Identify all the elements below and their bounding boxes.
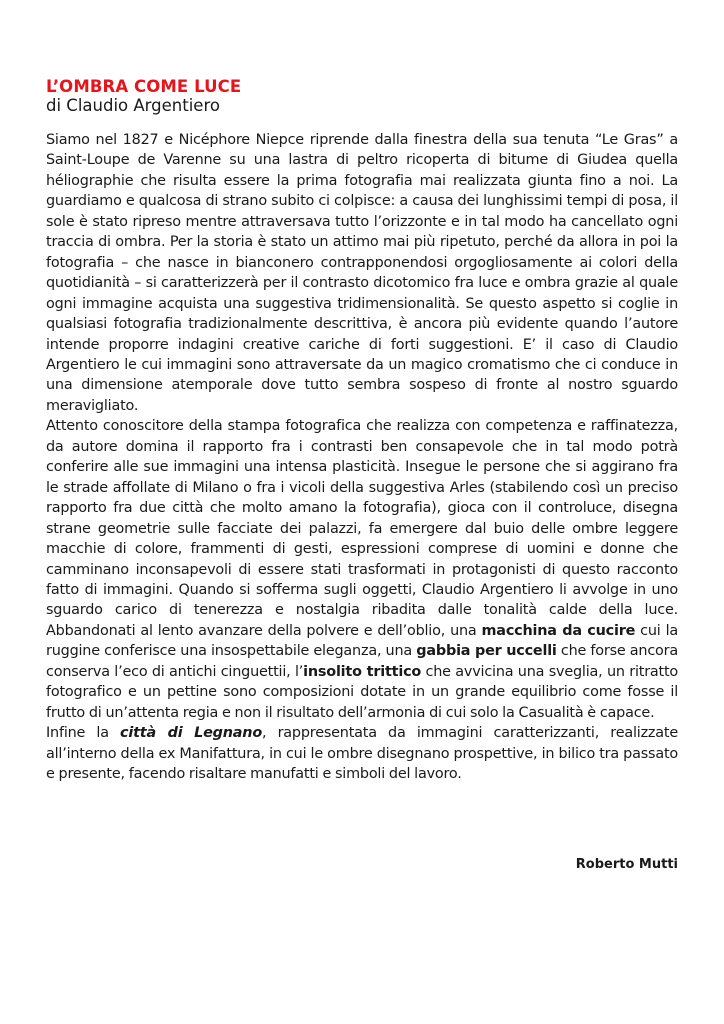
paragraph-2-text-2: cui la ruggine conferisce una insospettabile eleganza, una: [46, 622, 678, 660]
paragraph-2-text-1: Attento conoscitore della stampa fotografica che realizza con competenza e raffinatezza, da autore domina il rapporto fra i contrasti ben consapevole che in tal modo potrà conferire alle sue immagini una intensa plasticità. Insegue le persone che si aggirano fra le strade affollate di Milano o fra i vicoli della suggestiva Arles (stabilendo così un preciso rapporto fra due città che molto amano la fotografia), gioca con il controluce, disegna strane geometrie sulle facciate dei palazzi, fa emergere dal buio delle ombre leggere macchie di colore, frammenti di gesti, espressioni comprese di uomini e donne che camminano inconsapevoli di essere stati trasformati in protagonisti di questo racconto fatto di immagini. Quando si sofferma sugli oggetti, Claudio Argentiero li avvolge in uno sguardo carico di tenerezza e nostalgia ribadita dalle tonalità calde della luce. Abbandonati al lento avanzare della polvere e dell’oblio, una: [46, 418, 678, 639]
paragraph-3-text-2: , rappresentata da immagini caratterizzanti, realizzate all’interno della ex Manifattura, in cui le ombre disegnano prospettive, in bilico tra passato e presente, facendo risaltare manufatti e simboli del lavoro.: [46, 725, 678, 783]
paragraph-2: [46, 416, 678, 723]
paragraph-1: Siamo nel 1827 e Nicéphore Niepce riprende dalla finestra della sua tenuta “Le Gras” a Saint-Loupe de Varenne su una lastra di peltro ricoperta di bitume di Giudea quella héliographie che risulta essere la prima fotografia mai realizzata giunta fino a noi. La guardiamo e qualcosa di strano subito ci colpisce: a causa dei lunghissimi tempi di posa, il sole è stato ripreso mentre attraversava tutto l’orizzonte e in tal modo ha cancellato ogni traccia di ombra. Per la storia è stato un attimo mai più ripetuto, perché da allora in poi la fotografia – che nasce in bianconero contrapponendosi orgogliosamente ai colori della quotidianità – si caratterizzerà per il contrasto dicotomico fra luce e ombra grazie al quale ogni immagine acquista una suggestiva tridimensionalità. Se questo aspetto si coglie in qualsiasi fotografia tradizionalmente descrittiva, è ancora più evidente quando l’autore intende proporre indagini creative cariche di forti suggestioni. E’ il caso di Claudio Argentiero le cui immagini sono attraversate da un magico cromatismo che ci conduce in una dimensione atemporale dove tutto sembra sospeso di fronte al nostro sguardo meravigliato.: [46, 132, 678, 414]
bold-phrase-triptych: insolito trittico: [303, 663, 422, 680]
author-signature: Roberto Mutti: [575, 857, 678, 872]
paragraph-2-text-3: che forse ancora conserva l’eco di antichi cinguettii, l’: [46, 643, 678, 680]
article-subtitle: di Claudio Argentiero: [46, 96, 220, 115]
bold-phrase-bird-cage: gabbia per uccelli: [416, 643, 557, 660]
article-title: L’OMBRA COME LUCE: [46, 77, 242, 96]
article-body: [46, 130, 678, 785]
paragraph-2-text-4: che avvicina una sveglia, un ritratto fotografico e un pettine sono composizioni dotate in un grande equilibrio come fosse il frutto di un’attenta regia e non il risultato dell’armonia di cui solo la Casualità è capace.: [46, 663, 679, 721]
bold-italic-phrase-legnano: città di Legnano: [120, 725, 263, 742]
paragraph-3-text-1: Infine la: [46, 725, 121, 742]
paragraph-3: [46, 723, 678, 784]
bold-phrase-sewing-machine: macchina da cucire: [481, 622, 636, 639]
